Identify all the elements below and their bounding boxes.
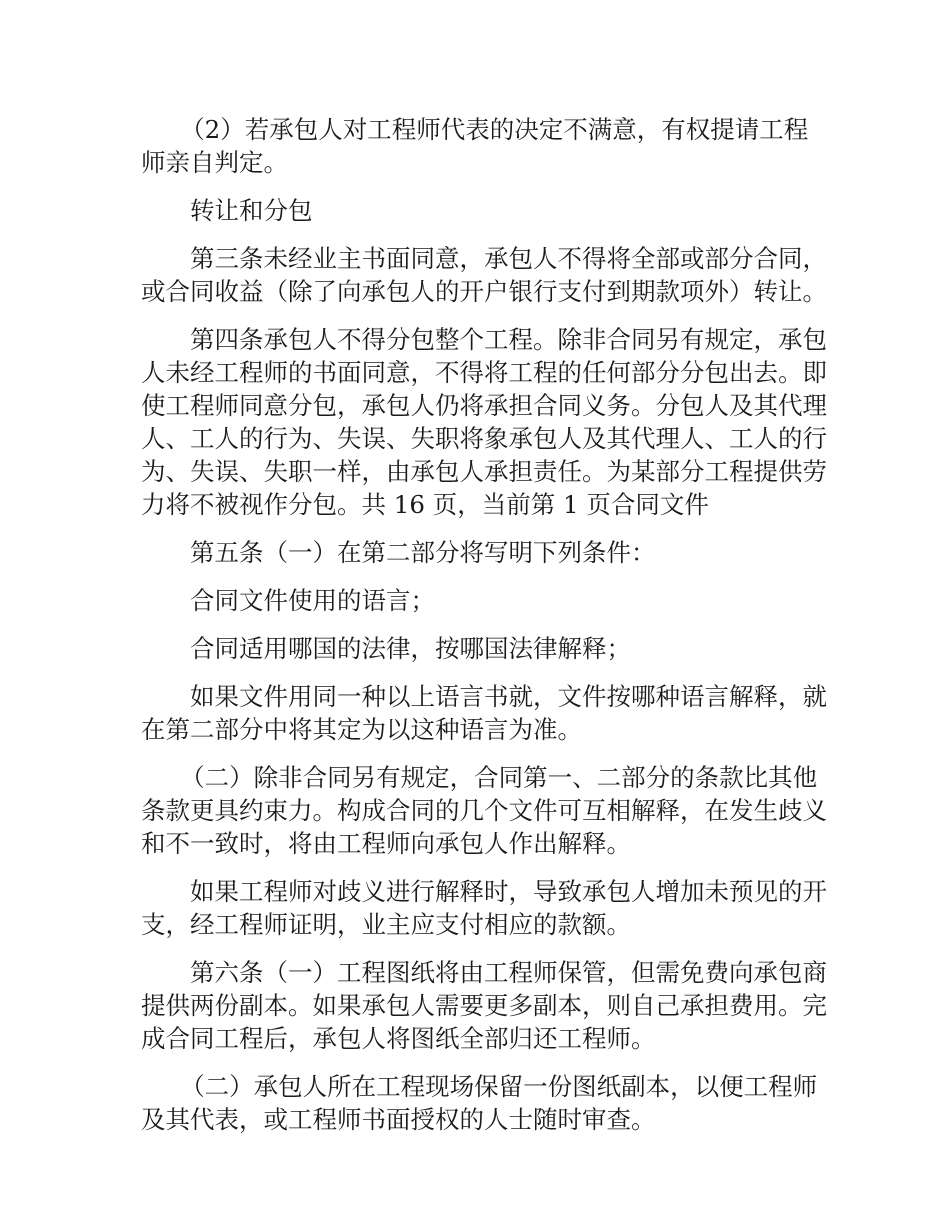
- document-page: [141, 113, 831, 1151]
- paragraph-language: 合同文件使用的语言；: [190, 586, 435, 615]
- paragraph-article-3: 第三条未经业主书面同意，承包人不得将全部或部分合同，或合同收益（除了向承包人的开户银行支付到期款项外）转让。: [141, 244, 827, 306]
- paragraph-multilingual: 如果文件用同一种以上语言书就，文件按哪种语言解释，就在第二部分中将其定为以这种语言为准。: [141, 682, 827, 744]
- paragraph-article-5-1: 第五条（一）在第二部分将写明下列条件：: [190, 538, 656, 567]
- paragraph-article-6-1: 第六条（一）工程图纸将由工程师保管，但需免费向承包商提供两份副本。如果承包人需要更多副本，则自己承担费用。完成合同工程后，承包人将图纸全部归还工程师。: [141, 958, 827, 1053]
- paragraph-article-5-2: （二）除非合同另有规定，合同第一、二部分的条款比其他条款更具约束力。构成合同的几个文件可互相解释，在发生歧义和不一致时，将由工程师向承包人作出解释。: [141, 763, 827, 858]
- section-heading-assignment: 转让和分包: [190, 196, 313, 225]
- paragraph-governing-law: 合同适用哪国的法律，按哪国法律解释；: [190, 634, 631, 663]
- paragraph-article-4: 第四条承包人不得分包整个工程。除非合同另有规定，承包人未经工程师的书面同意，不得将工程的任何部分分包出去。即使工程师同意分包，承包人仍将承担合同义务。分包人及其代理人、工人的行为、失误、失职将象承包人及其代理人、工人的行为、失误、失职一样，由承包人承担责任。为某部分工程提供劳力将不被视作分包。共 16 页，当前第 1 页合同文件: [141, 325, 827, 519]
- paragraph-ambiguity-cost: 如果工程师对歧义进行解释时，导致承包人增加未预见的开支，经工程师证明，业主应支付相应的款额。: [141, 877, 827, 939]
- paragraph-article-6-2: （二）承包人所在工程现场保留一份图纸副本，以便工程师及其代表，或工程师书面授权的人士随时审查。: [141, 1072, 818, 1134]
- paragraph-engineer-decision: （2）若承包人对工程师代表的决定不满意，有权提请工程师亲自判定。: [141, 115, 809, 177]
